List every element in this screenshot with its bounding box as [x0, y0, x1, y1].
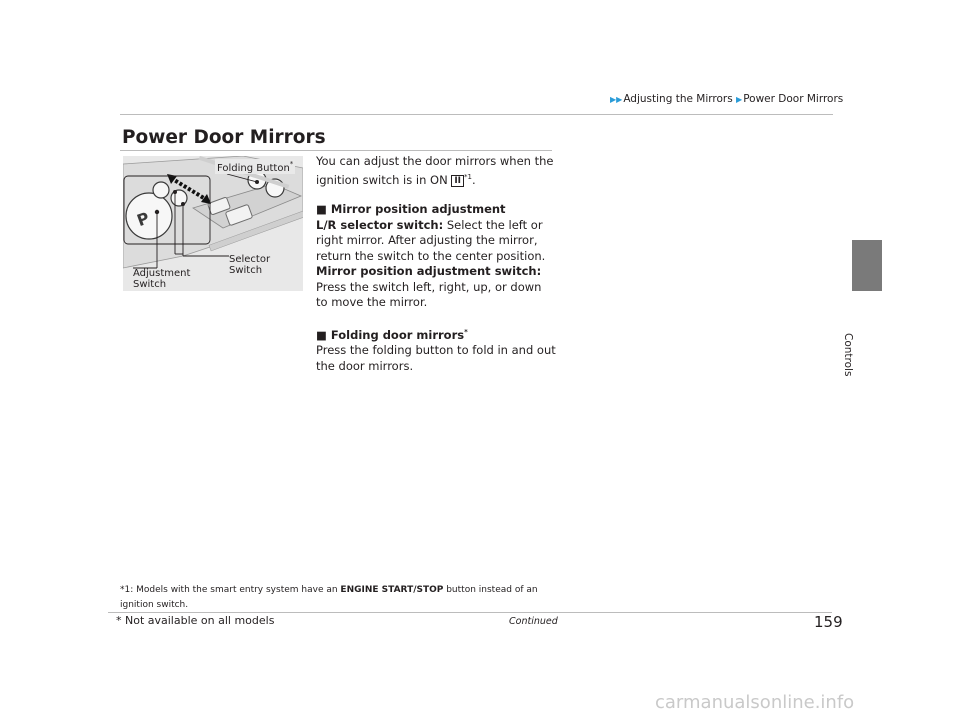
not-available-note: * Not available on all models — [116, 614, 275, 627]
folding-mirrors-heading: ■ Folding door mirrors* — [316, 327, 468, 342]
mirror-switch-illustration — [123, 156, 303, 291]
ignition-position-key: II — [451, 175, 464, 187]
folding-button-label: Folding Button* — [217, 160, 294, 174]
footer-divider — [108, 612, 832, 613]
page-title: Power Door Mirrors — [122, 127, 326, 148]
breadcrumb-parent[interactable]: Adjusting the Mirrors — [623, 93, 733, 105]
folding-mirrors-paragraph: Press the folding button to fold in and out the door mirrors. — [316, 343, 556, 373]
header-divider — [120, 114, 833, 115]
page-number: 159 — [814, 613, 843, 631]
lr-selector-paragraph: L/R selector switch: Select the left or right mirror. After adjusting the mirror, return the switch to the center position. — [316, 217, 546, 263]
breadcrumb — [610, 93, 843, 105]
footnote: *1: Models with the smart entry system have an ENGINE START/STOP button instead of an ignition switch. — [120, 585, 538, 610]
mirror-position-heading: ■ Mirror position adjustment — [316, 202, 506, 216]
continued-label: Continued — [509, 616, 558, 627]
svg-text:P: P — [134, 208, 152, 231]
body-text — [316, 154, 556, 374]
section-tab — [852, 240, 882, 291]
adjustment-switch-label: Adjustment Switch — [133, 268, 191, 290]
breadcrumb-current: Power Door Mirrors — [743, 93, 844, 105]
sidebar-controls-label[interactable]: Controls — [842, 333, 854, 377]
adjustment-switch-paragraph: Mirror position adjustment switch: Press the switch left, right, up, or down to move the mirror. — [316, 264, 542, 309]
title-divider — [120, 150, 552, 151]
intro-paragraph: You can adjust the door mirrors when the ignition switch is in ON II $^{*1}$. — [316, 154, 554, 187]
watermark: carmanualsonline.info — [655, 692, 855, 713]
breadcrumb-arrow-icon: ▶ — [736, 95, 743, 104]
selector-switch-label: Selector Switch — [229, 254, 271, 276]
breadcrumb-arrow-icon: ▶▶ — [610, 95, 623, 104]
